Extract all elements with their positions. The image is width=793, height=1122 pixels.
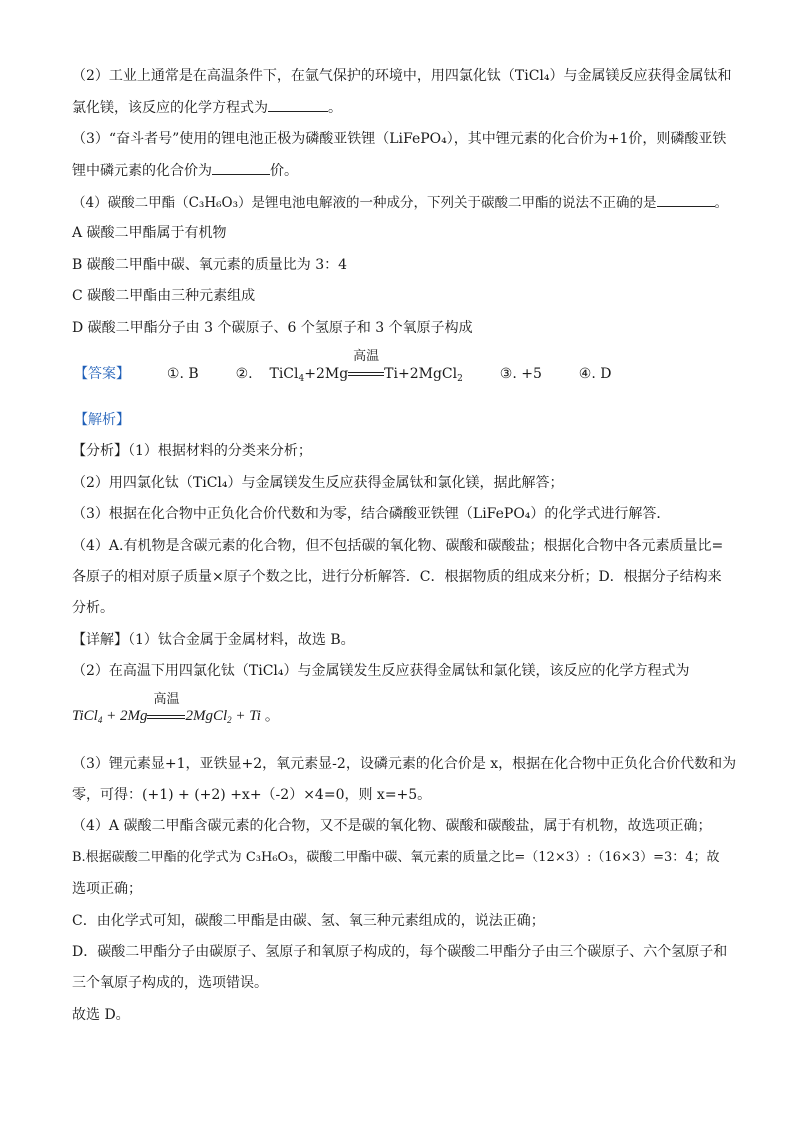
q4-option-c: C 碳酸二甲酯由三种元素组成	[72, 288, 256, 304]
eq-condition	[348, 349, 384, 384]
eq2-ticl-sub: 4	[97, 715, 103, 725]
conclusion: 故选 D。	[72, 1007, 130, 1023]
x3-line-1: （3）锂元素显+1，亚铁显+2，氧元素显-2，设磷元素的化合价是 x，根据在化合物中正负化合价代数和为	[72, 756, 737, 772]
q2-line2	[72, 97, 342, 118]
q4-line1-text: （4）碳酸二甲酯（C₃H₆O₃）是锂电池电解液的一种成分，下列关于碳酸二甲酯的说法不正确的是	[72, 195, 657, 211]
analysis-tag	[74, 410, 130, 430]
answer-4: ④. D	[578, 366, 612, 382]
q4-option-b: B 碳酸二甲酯中碳、氧元素的质量比为 3：4	[72, 257, 348, 273]
q3-line2-end: 价。	[270, 163, 298, 179]
eq2-mgcl: 2MgCl	[185, 708, 228, 724]
eq-products-sub: 2	[457, 374, 463, 384]
q3-answer-blank	[212, 160, 270, 175]
q4-answer-blank	[657, 192, 715, 207]
fenxi-line-4: （4）A.有机物是含碳元素的化合物，但不包括碳的氧化物、碳酸和碳酸盐；根据化合物中各元素质量比=	[72, 538, 724, 554]
eq2-condition-text: 高温	[153, 691, 180, 706]
q2-line2-text: 氯化镁，该反应的化学方程式为	[72, 100, 268, 116]
x4-line-5: D．碳酸二甲酯分子由碳原子、氢原子和氧原子构成的，每个碳酸二甲酯分子由三个碳原子、六个氢原子和	[72, 944, 728, 960]
eq-condition-text: 高温	[353, 349, 380, 364]
x3-line-2: 零，可得：(+1) + (+2) +x+（-2）×4=0，则 x=+5。	[72, 787, 432, 803]
fenxi-line-6: 分析。	[72, 600, 114, 616]
eq-ticl-sub: 4	[298, 374, 305, 384]
eq-mg: +2Mg	[304, 366, 349, 382]
q2-answer-blank	[268, 97, 328, 112]
analysis-tag-text: 【解析】	[74, 412, 130, 428]
q4-option-a: A 碳酸二甲酯属于有机物	[72, 225, 227, 241]
answer-1: ①. B	[166, 366, 199, 382]
q4-option-d: D 碳酸二甲酯分子由 3 个碳原子、6 个氢原子和 3 个氧原子构成	[72, 320, 473, 336]
fenxi-line-2: （2）用四氯化钛（TiCl₄）与金属镁发生反应获得金属钛和氯化镁，据此解答；	[72, 475, 564, 491]
eq2-end: 。	[260, 708, 280, 724]
fenxi-line-5: 各原子的相对原子质量×原子个数之比，进行分析解答．C．根据物质的组成来分析；D．根据分子结构来	[72, 569, 722, 585]
fenxi-line-3: （3）根据在化合物中正负化合价代数和为零，结合磷酸亚铁锂（LiFePO₄）的化学式进行解答．	[72, 506, 671, 522]
xiangjie-line-1: 【详解】（1）钛合金属于金属材料，故选 B。	[72, 632, 355, 648]
q3-line2	[72, 160, 298, 181]
q3-line1: （3）“奋斗者号”使用的锂电池正极为磷酸亚铁锂（LiFePO₄），其中锂元素的化合价为+1价，则磷酸亚铁	[72, 131, 727, 147]
eq2-mg: + 2Mg	[102, 708, 148, 724]
eq-products: Ti+2MgCl	[384, 366, 458, 382]
x4-line-4: C．由化学式可知，碳酸二甲酯是由碳、氢、氧三种元素组成的，说法正确；	[72, 913, 545, 929]
q3-line2-text: 锂中磷元素的化合价为	[72, 163, 212, 179]
answer-2-equation	[269, 349, 463, 384]
xiangjie-equation	[72, 691, 280, 730]
x4-line-1: （4）A 碳酸二甲酯含碳元素的化合物，又不是碳的氧化物、碳酸和碳酸盐，属于有机物，故选项正确；	[72, 818, 712, 834]
eq-ticl: TiCl	[269, 366, 299, 382]
answer-tag: 【答案】	[74, 366, 130, 382]
eq2-ticl: TiCl	[72, 708, 98, 724]
fenxi-line-1: 【分析】（1）根据材料的分类来分析；	[72, 443, 312, 459]
answer-2-label: ②.	[235, 366, 253, 382]
q2-line1: （2）工业上通常是在高温条件下，在氩气保护的环境中，用四氯化钛（TiCl₄）与金属镁反应获得金属钛和	[72, 68, 732, 84]
q2-line2-end: 。	[328, 100, 342, 116]
answer-3: ③. +5	[499, 366, 542, 382]
x4-line-2: B.根据碳酸二甲酯的化学式为 C₃H₆O₃，碳酸二甲酯中碳、氧元素的质量之比=（12×3）:（16×3）=3：4；故	[72, 850, 720, 865]
q4-line1-end: 。	[714, 195, 728, 211]
answer-line	[74, 349, 612, 389]
q4-line1	[72, 192, 728, 213]
xiangjie-line-2: （2）在高温下用四氯化钛（TiCl₄）与金属镁发生反应获得金属钛和氯化镁，该反应的化学方程式为	[72, 663, 690, 679]
eq2-condition	[147, 691, 185, 726]
x4-line-6: 三个氧原子构成的，选项错误。	[72, 975, 268, 991]
eq2-ti: + Ti	[231, 708, 261, 724]
eq2-mgcl-sub: 2	[227, 715, 232, 725]
x4-line-3: 选项正确；	[72, 881, 142, 897]
